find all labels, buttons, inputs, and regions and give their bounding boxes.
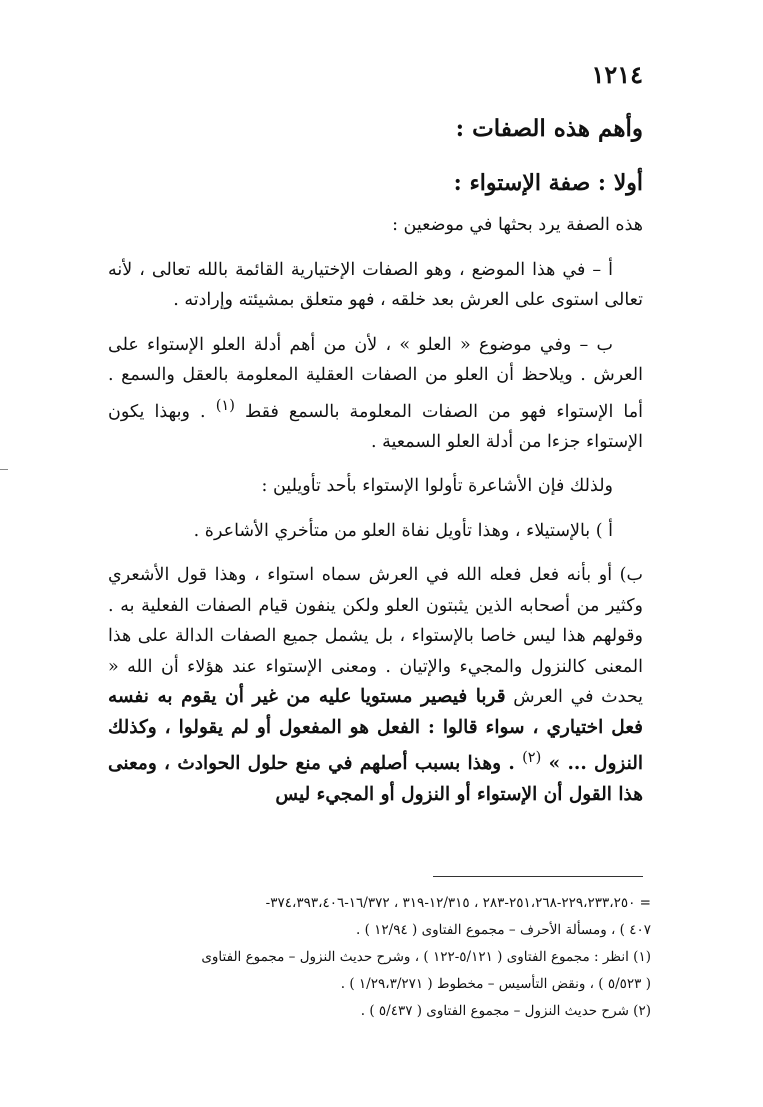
body-text [108, 210, 643, 819]
margin-mark [0, 469, 8, 470]
footnotes [106, 890, 651, 1025]
footnote-1-continued: ( ٥/٥٢٣ ) ، ونقض التأسيس – مخطوط ( ١/٢٩،٣/٢٧١ ) . [340, 976, 651, 992]
paragraph-d: أ ) بالإستيلاء ، وهذا تأويل نفاة العلو من متأخري الأشاعرة . [193, 520, 613, 541]
footnote-separator [433, 876, 643, 877]
paragraph-e [108, 560, 643, 810]
section-heading: وأهم هذه الصفات : [455, 115, 643, 142]
subsection-heading: أولا : صفة الإستواء : [453, 170, 643, 196]
footnote-2: (٢) شرح حديث النزول – مجموع الفتاوى ( ٥/٤٣٧ ) . [360, 1003, 651, 1019]
paragraph-e-bold-2: . وهذا بسبب أصلهم في منع حلول الحوادث ، ومعنى هذا القول أن الإستواء أو النزول أو المجيء ليس [108, 753, 643, 805]
paragraph-c: ولذلك فإن الأشاعرة تأولوا الإستواء بأحد تأويلين : [261, 476, 613, 497]
footnote-1: (١) انظر : مجموع الفتاوى ( ٥/١٢١-١٢٢ ) ، وشرح حديث النزول – مجموع الفتاوى [201, 949, 651, 965]
footnote-continued-line: = ٢٢٩،٢٣٣،٢٥٠-٢٥١،٢٦٨-٢٨٣ ، ١٢/٣١٥-٣١٩ ، ١٦/٣٧٢-٣٧٤،٣٩٣،٤٠٦- [265, 895, 651, 911]
paragraph-e-bold-1: قربا فيصير مستويا عليه من غير أن يقوم به نفسه فعل اختياري ، سواء قالوا : الفعل هو المفعول أو لم يقولوا ، وكذلك النزول ... » [108, 686, 643, 775]
paragraph-e-text: ب) أو بأنه فعل فعله الله في العرش سماه استواء ، وهذا قول الأشعري وكثير من أصحابه الذين يثبتون العلو ولكن ينفون قيام الصفات الفعلية به . وقولهم هذا ليس خاصا بالإستواء ، بل يشمل جميع الصفات الدالة على هذا المعنى كالنزول والمجيء والإتيان . ومعنى الإستواء عند هؤلاء أن الله « يحدث في العرش [108, 565, 644, 708]
page-number: ١٢١٤ [591, 60, 643, 89]
paragraph-b [108, 330, 643, 458]
footnote-ref-2: (٢) [522, 749, 542, 767]
paragraph-a: أ – في هذا الموضع ، وهو الصفات الإختيارية القائمة بالله تعالى ، لأنه تعالى استوى على العرش بعد خلقه ، فهو متعلق بمشيئته وإرادته . [108, 259, 643, 310]
intro-paragraph: هذه الصفة يرد بحثها في موضعين : [392, 215, 643, 235]
paragraph-b-text-2: . وبهذا يكون الإستواء جزءا من أدلة العلو السمعية . [108, 401, 643, 452]
footnote-continued-line: ٤٠٧ ) ، ومسألة الأحرف – مجموع الفتاوى ( ١٢/٩٤ ) . [356, 922, 651, 938]
footnote-ref-1: (١) [215, 396, 235, 414]
paragraph-b-text-1: ب – وفي موضوع « العلو » ، لأن من أهم أدلة العلو الإستواء على العرش . ويلاحظ أن العلو من الصفات العقلية المعلومة بالعقل والسمع . أما الإستواء فهو من الصفات المعلومة بالسمع فقط [108, 334, 644, 422]
